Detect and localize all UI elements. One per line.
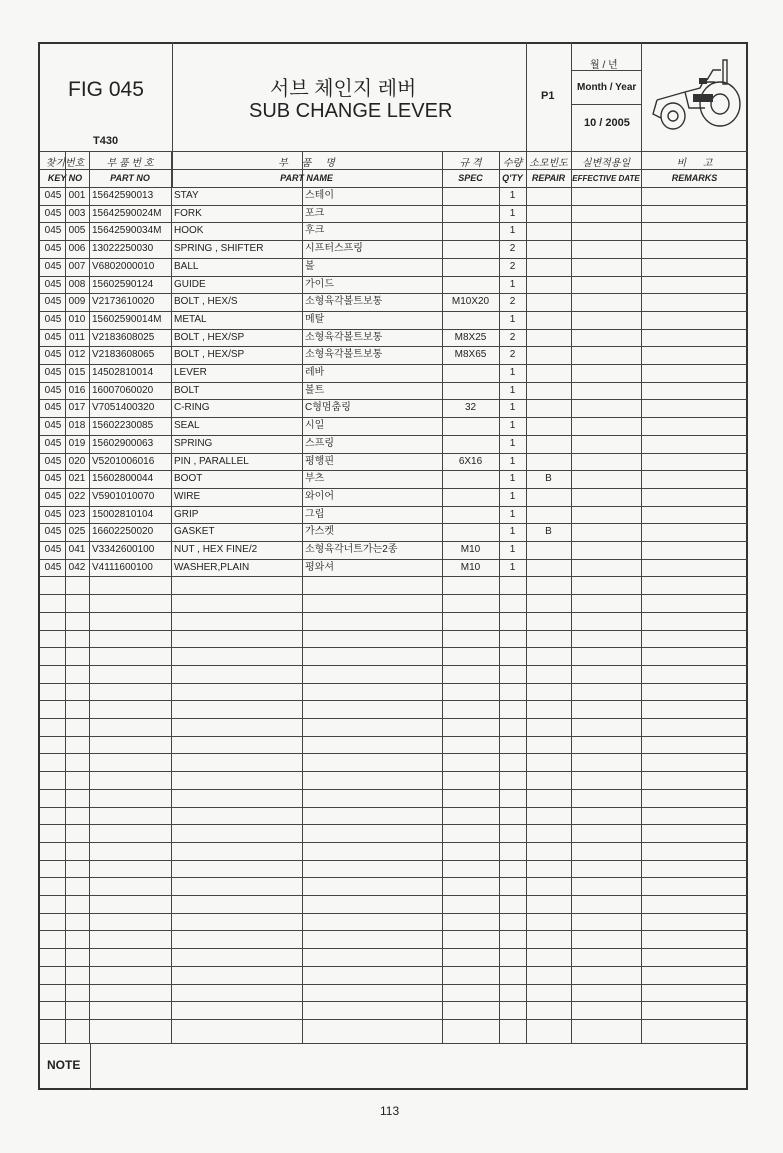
row-qty: 2: [509, 260, 516, 272]
row-qty: 2: [509, 331, 516, 343]
row-name-en: BOLT , HEX/SP: [174, 349, 245, 361]
row-fig: 045: [44, 260, 62, 272]
grid-vline: [171, 151, 172, 1043]
row-name-ko: 평와셔: [305, 561, 334, 573]
row-qty: 1: [509, 490, 516, 502]
tractor-icon: [645, 52, 745, 137]
row-part-no: 15602800044: [92, 473, 154, 485]
row-key: 003: [68, 207, 86, 219]
row-fig: 045: [44, 225, 62, 237]
grid-vline: [90, 1043, 91, 1090]
row-name-ko: 부츠: [305, 473, 325, 485]
row-name-ko: 소형육각볼트보통: [305, 296, 383, 308]
row-spec: M10: [460, 544, 481, 555]
row-part-no: 15602900063: [92, 437, 154, 449]
row-name-ko: 소형육각볼트보통: [305, 331, 383, 343]
page-code: P1: [541, 90, 555, 102]
row-name-en: GUIDE: [174, 278, 206, 290]
row-part-no: 15602230085: [92, 420, 154, 432]
row-fig: 045: [44, 437, 62, 449]
row-key: 041: [68, 544, 86, 555]
row-qty: 1: [509, 384, 516, 396]
row-key: 009: [68, 296, 86, 308]
row-name-ko: 소형육각볼트보통: [305, 349, 383, 361]
row-fig: 045: [44, 367, 62, 378]
row-qty: 1: [509, 473, 516, 485]
row-name-en: LEVER: [174, 367, 207, 378]
month-year-label-korean: 월 / 년: [590, 60, 618, 71]
row-name-en: GRIP: [174, 508, 199, 520]
grid-vline: [571, 151, 572, 1043]
fig-label: FIG 045: [68, 78, 144, 101]
row-key: 012: [68, 349, 86, 361]
row-spec: 32: [464, 402, 477, 414]
title-english: SUB CHANGE LEVER: [249, 100, 453, 122]
row-name-ko: 볼: [305, 260, 315, 272]
row-part-no: 15642590024M: [92, 207, 162, 219]
row-name-en: BOOT: [174, 473, 203, 485]
row-name-ko: 메탈: [305, 313, 325, 325]
row-qty: 1: [509, 508, 516, 520]
title-korean: 서브 체인지 레버: [270, 78, 417, 100]
grid-vline: [302, 151, 303, 1043]
row-key: 001: [68, 190, 86, 201]
col-partno-header-korean: 부 품 번 호: [106, 158, 154, 169]
row-name-ko: 후크: [305, 225, 325, 237]
row-key: 016: [68, 384, 86, 396]
row-name-en: HOOK: [174, 225, 204, 237]
row-name-en: SPRING: [174, 437, 213, 449]
col-effective-header: EFFECTIVE DATE: [572, 174, 640, 183]
row-repair: B: [545, 526, 552, 538]
grid-vline: [442, 151, 443, 1043]
row-fig: 045: [44, 349, 62, 361]
row-key: 010: [68, 313, 86, 325]
row-qty: 1: [509, 367, 516, 378]
row-name-en: WIRE: [174, 490, 201, 502]
row-key: 011: [69, 331, 85, 343]
row-name-ko: 와이어: [305, 490, 334, 502]
row-part-no: 14502810014: [92, 367, 154, 378]
row-fig: 045: [44, 296, 62, 308]
col-key-header: KEY NO: [47, 173, 83, 183]
row-name-en: BOLT , HEX/SP: [174, 331, 245, 343]
row-name-en: METAL: [174, 313, 207, 325]
col-remarks-header: REMARKS: [671, 173, 718, 183]
row-fig: 045: [44, 190, 62, 201]
row-qty: 1: [509, 455, 516, 467]
row-key: 007: [68, 260, 86, 272]
row-name-en: PIN , PARALLEL: [174, 455, 249, 467]
row-spec: 6X16: [458, 455, 483, 467]
row-key: 005: [68, 225, 86, 237]
row-name-ko: 시일: [305, 420, 325, 432]
grid-hline: [571, 104, 641, 105]
row-fig: 045: [44, 243, 62, 255]
col-partno-header: PART NO: [110, 173, 150, 183]
row-part-no: 15642590013: [92, 190, 154, 201]
grid-vline: [89, 151, 90, 1043]
grid-vline: [526, 151, 527, 1043]
row-name-en: FORK: [174, 207, 202, 219]
row-spec: M10X20: [451, 296, 490, 308]
row-key: 025: [68, 526, 86, 538]
row-name-ko: 소형육각너트가는2종: [305, 544, 398, 555]
row-qty: 1: [509, 190, 516, 201]
row-name-en: C-RING: [174, 402, 210, 414]
col-spec-header-korean: 규 격: [459, 158, 482, 169]
col-repair-header-korean: 소모빈도: [529, 158, 568, 169]
row-part-no: 15002810104: [92, 508, 154, 520]
col-remarks-header-korean: 비 고: [676, 158, 713, 169]
row-name-ko: 스테이: [305, 190, 334, 201]
row-part-no: V7051400320: [92, 402, 155, 414]
row-name-ko: 스프링: [305, 437, 334, 449]
row-fig: 045: [44, 508, 62, 520]
row-part-no: 16602250020: [92, 526, 154, 538]
row-part-no: 15602590014M: [92, 313, 162, 325]
row-key: 019: [68, 437, 86, 449]
row-part-no: V4111600100: [92, 561, 153, 573]
row-qty: 1: [509, 544, 516, 555]
row-name-en: BOLT: [174, 384, 200, 396]
col-partname-header: PART NAME: [280, 173, 333, 183]
row-part-no: V5901010070: [92, 490, 155, 502]
row-key: 022: [68, 490, 86, 502]
col-partname-header-korean: 부 품 명: [278, 158, 335, 169]
row-qty: 1: [509, 561, 516, 573]
row-qty: 1: [509, 225, 516, 237]
row-fig: 045: [44, 490, 62, 502]
row-name-ko: 포크: [305, 207, 325, 219]
col-qty-header-korean: 수량: [502, 158, 523, 169]
row-part-no: 15602590124: [92, 278, 154, 290]
row-part-no: 13022250030: [92, 243, 154, 255]
row-part-no: V2183608025: [92, 331, 155, 343]
row-name-en: BOLT , HEX/S: [174, 296, 238, 308]
row-key: 015: [68, 367, 86, 378]
row-fig: 045: [44, 544, 62, 555]
row-name-ko: C형멈춤링: [305, 402, 351, 414]
row-name-en: STAY: [174, 190, 199, 201]
row-part-no: V3342600100: [92, 544, 155, 555]
row-qty: 1: [509, 278, 516, 290]
row-qty: 2: [509, 296, 516, 308]
row-qty: 1: [509, 526, 516, 538]
row-part-no: V2183608065: [92, 349, 155, 361]
col-repair-header: REPAIR: [531, 173, 566, 183]
col-qty-header: Q'TY: [502, 173, 523, 183]
row-qty: 1: [509, 207, 516, 219]
row-part-no: V5201006016: [92, 455, 155, 467]
row-key: 042: [68, 561, 86, 573]
row-name-en: SPRING , SHIFTER: [174, 243, 264, 255]
row-name-en: BALL: [174, 260, 199, 272]
month-year-label: Month / Year: [577, 82, 637, 93]
row-fig: 045: [44, 455, 62, 467]
row-key: 023: [68, 508, 86, 520]
row-name-en: GASKET: [174, 526, 215, 538]
row-qty: 2: [509, 243, 516, 255]
col-key-header-korean: 찾기번호: [45, 158, 85, 169]
row-qty: 1: [509, 437, 516, 449]
row-fig: 045: [44, 473, 62, 485]
row-key: 021: [68, 473, 86, 485]
row-key: 006: [68, 243, 86, 255]
row-part-no: 16007060020: [92, 384, 154, 396]
row-spec: M10: [460, 561, 481, 573]
month-year-value: 10 / 2005: [584, 117, 630, 129]
row-qty: 1: [509, 420, 516, 432]
row-fig: 045: [44, 526, 62, 538]
row-fig: 045: [44, 313, 62, 325]
row-fig: 045: [44, 331, 62, 343]
row-fig: 045: [44, 561, 62, 573]
row-key: 008: [68, 278, 86, 290]
row-spec: M8X65: [454, 349, 487, 361]
col-spec-header: SPEC: [458, 173, 483, 183]
col-effective-header-korean: 실변적용일: [581, 158, 631, 169]
row-qty: 1: [509, 313, 516, 325]
model-label: T430: [93, 135, 119, 147]
page-number: 113: [380, 1104, 400, 1118]
row-name-ko: 시프터스프링: [305, 243, 363, 255]
row-name-ko: 그립: [305, 508, 325, 520]
row-key: 017: [68, 402, 86, 414]
row-qty: 2: [509, 349, 516, 361]
row-name-ko: 가스켓: [305, 526, 334, 538]
grid-vline: [641, 151, 642, 1043]
note-label: NOTE: [47, 1058, 81, 1072]
row-part-no: V6802000010: [92, 260, 155, 272]
row-fig: 045: [44, 420, 62, 432]
row-name-en: SEAL: [174, 420, 200, 432]
row-repair: B: [545, 473, 552, 485]
row-name-ko: 가이드: [305, 278, 334, 290]
row-fig: 045: [44, 207, 62, 219]
row-name-ko: 레바: [305, 367, 325, 378]
row-name-ko: 볼트: [305, 384, 325, 396]
row-name-ko: 평행핀: [305, 455, 334, 467]
row-fig: 045: [44, 278, 62, 290]
row-spec: M8X25: [454, 331, 487, 343]
row-qty: 1: [509, 402, 516, 414]
row-key: 018: [68, 420, 86, 432]
row-key: 020: [68, 455, 86, 467]
row-name-en: WASHER,PLAIN: [174, 561, 250, 573]
row-fig: 045: [44, 384, 62, 396]
row-name-en: NUT , HEX FINE/2: [174, 544, 258, 555]
row-part-no: V2173610020: [92, 296, 155, 308]
grid-hline: [40, 1043, 748, 1044]
row-fig: 045: [44, 402, 62, 414]
row-part-no: 15642590034M: [92, 225, 162, 237]
